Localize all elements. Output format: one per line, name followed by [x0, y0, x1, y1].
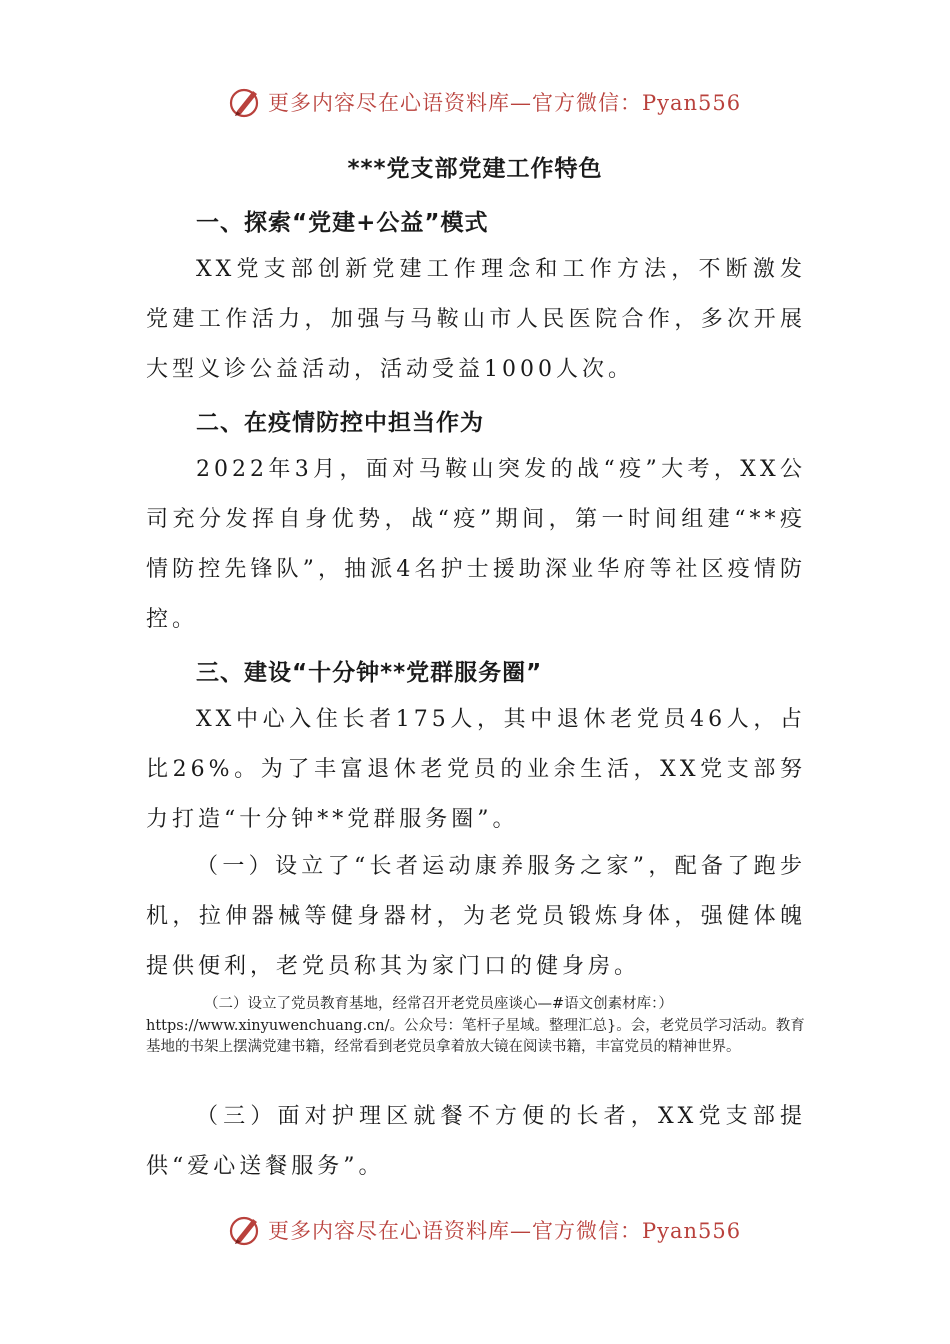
pen-circle-logo-icon [228, 1213, 262, 1247]
section-heading-1: 一、探索“党建+公益”模式 [196, 210, 489, 236]
pen-circle-logo-icon [228, 85, 262, 119]
watermark-text: 更多内容尽在心语资料库—官方微信：Pyan556 [268, 1219, 742, 1243]
watermark-banner-bottom [228, 1210, 741, 1250]
watermark-banner-top [228, 82, 741, 122]
paragraph: XX中心入住长者175人，其中退休老党员46人，占比26%。为了丰富退休老党员的业余生活，XX党支部努力打造“十分钟**党群服务圈”。 [146, 707, 806, 832]
paragraph: 2022年3月，面对马鞍山突发的战“疫”大考，XX公司充分发挥自身优势，战“疫”期间，第一时间组建“**疫情防控先锋队”，抽派4名护士援助深业华府等社区疫情防控。 [146, 457, 806, 632]
document-title: ***党支部党建工作特色 [347, 156, 603, 182]
paragraph-small: （二）设立了党员教育基地，经常召开老党员座谈心—#语文创素材库：）https://www.xinyuwenchuang.cn/。公众号：笔杆子星域。整理汇总}。会，老党员学习活动。教育基地的书架上摆满党建书籍，经常看到老党员拿着放大镜在阅读书籍，丰富党员的精神世界。 [146, 996, 805, 1055]
paragraph: XX党支部创新党建工作理念和工作方法，不断激发党建工作活力，加强与马鞍山市人民医院合作，多次开展大型义诊公益活动，活动受益1000人次。 [146, 257, 806, 382]
section-heading-2: 二、在疫情防控中担当作为 [196, 410, 484, 436]
watermark-text: 更多内容尽在心语资料库—官方微信：Pyan556 [268, 91, 742, 115]
paragraph: （三）面对护理区就餐不方便的长者，XX党支部提供“爱心送餐服务”。 [146, 1104, 806, 1179]
section-heading-3: 三、建设“十分钟**党群服务圈” [196, 660, 543, 686]
paragraph: （一）设立了“长者运动康养服务之家”，配备了跑步机，拉伸器械等健身器材，为老党员锻炼身体，强健体魄提供便利，老党员称其为家门口的健身房。 [146, 854, 806, 979]
